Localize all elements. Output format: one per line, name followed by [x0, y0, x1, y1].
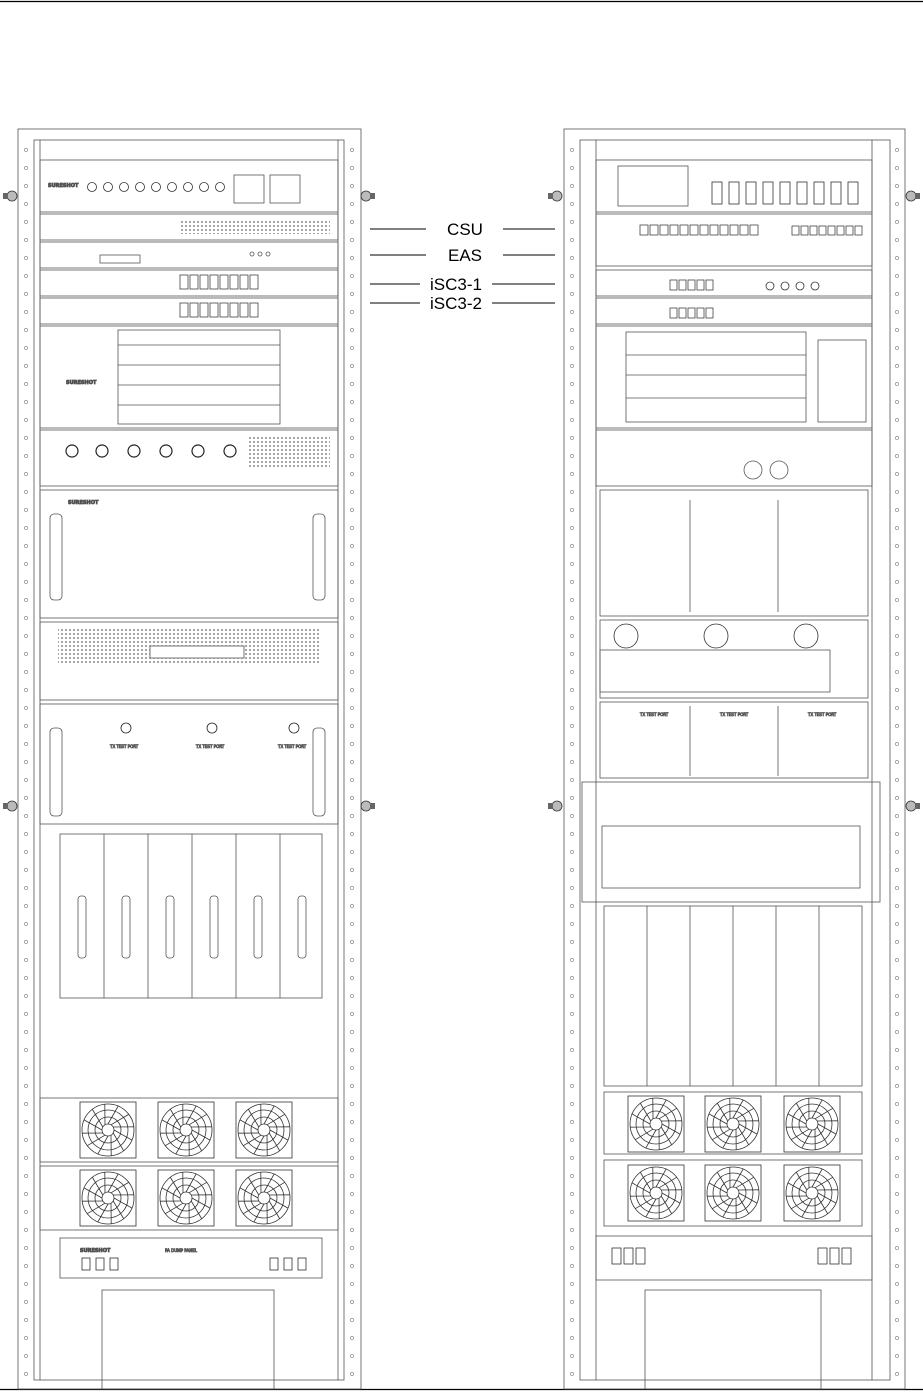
- connector-icon: [780, 182, 790, 204]
- jack-icon: [650, 225, 658, 235]
- front-right-lock-icon: [361, 191, 375, 201]
- jack-icon: [670, 280, 677, 290]
- rear-ac-panel: [596, 1236, 872, 1280]
- knob-icon: [120, 183, 129, 192]
- jack-icon: [710, 225, 718, 235]
- jack-icon: [660, 225, 668, 235]
- fan-icon: [80, 1170, 136, 1226]
- front-pa-module-1: [40, 490, 338, 618]
- rear-test-port-label-2: TX TEST PORT: [720, 712, 749, 717]
- jack-icon: [250, 275, 258, 289]
- fan-icon: [628, 1165, 684, 1221]
- breaker-icon: [842, 1248, 851, 1264]
- jack-icon: [230, 275, 238, 289]
- fan-icon: [784, 1165, 840, 1221]
- rear-right-lock-icon: [906, 191, 920, 201]
- fan-icon: [236, 1170, 292, 1226]
- jack-icon: [801, 226, 808, 235]
- rear-interface-panel: [596, 430, 872, 486]
- front-brand-label-1: SURESHOT: [48, 183, 79, 189]
- front-card-cage: [40, 326, 338, 428]
- fan-icon: [614, 624, 638, 648]
- jack-icon: [740, 225, 748, 235]
- rf-connector-icon: [160, 445, 172, 457]
- breaker-icon: [624, 1248, 633, 1264]
- jack-icon: [690, 225, 698, 235]
- jack-icon: [679, 280, 686, 290]
- jack-icon: [688, 308, 695, 318]
- rear-isc3-1-panel: [596, 270, 872, 296]
- handle-icon: [78, 896, 86, 958]
- jack-icon: [679, 308, 686, 318]
- breaker-icon: [82, 1258, 90, 1270]
- jack-icon: [828, 226, 835, 235]
- front-left-lock-icon: [3, 191, 17, 201]
- jack-icon: [750, 225, 758, 235]
- jack-icon: [720, 225, 728, 235]
- rf-connector-icon: [128, 445, 140, 457]
- front-exciter-control-panel: [40, 160, 338, 212]
- rf-connector-icon: [224, 445, 236, 457]
- fan-icon: [704, 624, 728, 648]
- knob-icon: [168, 183, 177, 192]
- fan-icon: [158, 1170, 214, 1226]
- connector-icon: [848, 182, 858, 204]
- jack-icon: [670, 308, 677, 318]
- fan-icon: [236, 1102, 292, 1158]
- rear-test-port-label-1: TX TEST PORT: [640, 712, 669, 717]
- jack-icon: [846, 226, 853, 235]
- rear-fan-combiner-panel: [600, 620, 868, 698]
- jack-icon: [706, 308, 713, 318]
- jack-icon: [697, 308, 704, 318]
- connector-icon: [729, 182, 739, 204]
- jack-icon: [688, 280, 695, 290]
- jack-icon: [210, 303, 218, 317]
- rear-right-lock-lower-icon: [906, 801, 920, 811]
- jack-icon: [792, 226, 799, 235]
- handle-icon: [210, 896, 218, 958]
- csu-callout-label: CSU: [447, 220, 483, 239]
- jack-icon: [855, 226, 862, 235]
- rear-isc3-2-panel: [596, 298, 872, 324]
- rear-rack-frame: [564, 129, 905, 1389]
- front-rack-base: [102, 1290, 274, 1389]
- knob-icon: [200, 183, 209, 192]
- connector-icon: [811, 282, 819, 290]
- isc3-1-callout-label: iSC3-1: [430, 275, 482, 294]
- handle-icon: [254, 896, 262, 958]
- rear-blank-panel: [582, 782, 880, 902]
- jack-icon: [706, 280, 713, 290]
- front-brand-label-2: SURESHOT: [66, 380, 97, 386]
- connector-icon: [712, 182, 722, 204]
- front-brand-label-4: SURESHOT: [80, 1248, 111, 1254]
- jack-icon: [250, 303, 258, 317]
- jack-icon: [670, 225, 678, 235]
- rear-rack-base: [645, 1290, 821, 1389]
- front-brand-label-3: SURESHOT: [68, 500, 99, 506]
- connector-icon: [763, 182, 773, 204]
- rear-left-lock-icon: [548, 191, 562, 201]
- jack-icon: [220, 303, 228, 317]
- fan-icon: [784, 1096, 840, 1152]
- handle-icon: [298, 896, 306, 958]
- front-rack: [3, 129, 375, 1389]
- front-eas-panel: [40, 242, 338, 268]
- breaker-icon: [96, 1258, 104, 1270]
- fan-icon: [80, 1102, 136, 1158]
- front-pa-panel-label: PA DUMP PANEL: [165, 1248, 197, 1253]
- rf-connector-icon: [96, 445, 108, 457]
- breaker-icon: [830, 1248, 839, 1264]
- breaker-icon: [110, 1258, 118, 1270]
- front-test-port-label-3: TX TEST PORT: [278, 744, 307, 749]
- front-right-lock-lower-icon: [361, 801, 375, 811]
- front-isc3-1-panel: [40, 270, 338, 296]
- jack-icon: [240, 275, 248, 289]
- connector-icon: [796, 282, 804, 290]
- front-power-supply-bay: [60, 834, 322, 998]
- fan-icon: [705, 1165, 761, 1221]
- jack-icon: [640, 225, 648, 235]
- knob-icon: [136, 183, 145, 192]
- handle-icon: [122, 896, 130, 958]
- connector-icon: [814, 182, 824, 204]
- rear-card-cage: [596, 326, 872, 428]
- connector-icon: [831, 182, 841, 204]
- fan-icon: [794, 624, 818, 648]
- jack-icon: [220, 275, 228, 289]
- rear-test-port-label-3: TX TEST PORT: [808, 712, 837, 717]
- fan-icon: [628, 1096, 684, 1152]
- breaker-icon: [818, 1248, 827, 1264]
- jack-icon: [697, 280, 704, 290]
- connector-icon: [797, 182, 807, 204]
- breaker-icon: [284, 1258, 292, 1270]
- rear-pa-bay-1: [600, 490, 868, 616]
- front-test-port-label-2: TX TEST PORT: [196, 744, 225, 749]
- front-left-lock-lower-icon: [3, 801, 17, 811]
- connector-icon: [746, 182, 756, 204]
- connector-icon: [766, 282, 774, 290]
- callouts: [370, 220, 555, 313]
- jack-icon: [810, 226, 817, 235]
- rear-left-lock-lower-icon: [548, 801, 562, 811]
- jack-icon: [180, 303, 188, 317]
- knob-icon: [152, 183, 161, 192]
- jack-icon: [200, 303, 208, 317]
- breaker-icon: [298, 1258, 306, 1270]
- front-rack-frame: [18, 129, 361, 1389]
- jack-icon: [210, 275, 218, 289]
- front-test-port-label-1: TX TEST PORT: [110, 744, 139, 749]
- breaker-icon: [636, 1248, 645, 1264]
- handle-icon: [166, 896, 174, 958]
- fan-icon: [705, 1096, 761, 1152]
- jack-icon: [190, 275, 198, 289]
- isc3-2-callout-label: iSC3-2: [430, 294, 482, 313]
- jack-icon: [837, 226, 844, 235]
- jack-icon: [680, 225, 688, 235]
- knob-icon: [216, 183, 225, 192]
- jack-icon: [190, 303, 198, 317]
- jack-icon: [230, 303, 238, 317]
- jack-icon: [700, 225, 708, 235]
- rear-csu-panel: [596, 214, 872, 266]
- front-isc3-2-panel: [40, 298, 338, 324]
- jack-icon: [819, 226, 826, 235]
- eas-callout-label: EAS: [447, 246, 483, 265]
- knob-icon: [88, 183, 97, 192]
- breaker-icon: [270, 1258, 278, 1270]
- rf-connector-icon: [66, 445, 78, 457]
- rf-connector-icon: [192, 445, 204, 457]
- breaker-icon: [612, 1248, 621, 1264]
- rear-rack: [548, 129, 920, 1389]
- connector-icon: [781, 282, 789, 290]
- jack-icon: [200, 275, 208, 289]
- jack-icon: [180, 275, 188, 289]
- knob-icon: [184, 183, 193, 192]
- jack-icon: [730, 225, 738, 235]
- fan-icon: [158, 1102, 214, 1158]
- knob-icon: [104, 183, 113, 192]
- front-pa-module-2: [40, 704, 338, 824]
- jack-icon: [240, 303, 248, 317]
